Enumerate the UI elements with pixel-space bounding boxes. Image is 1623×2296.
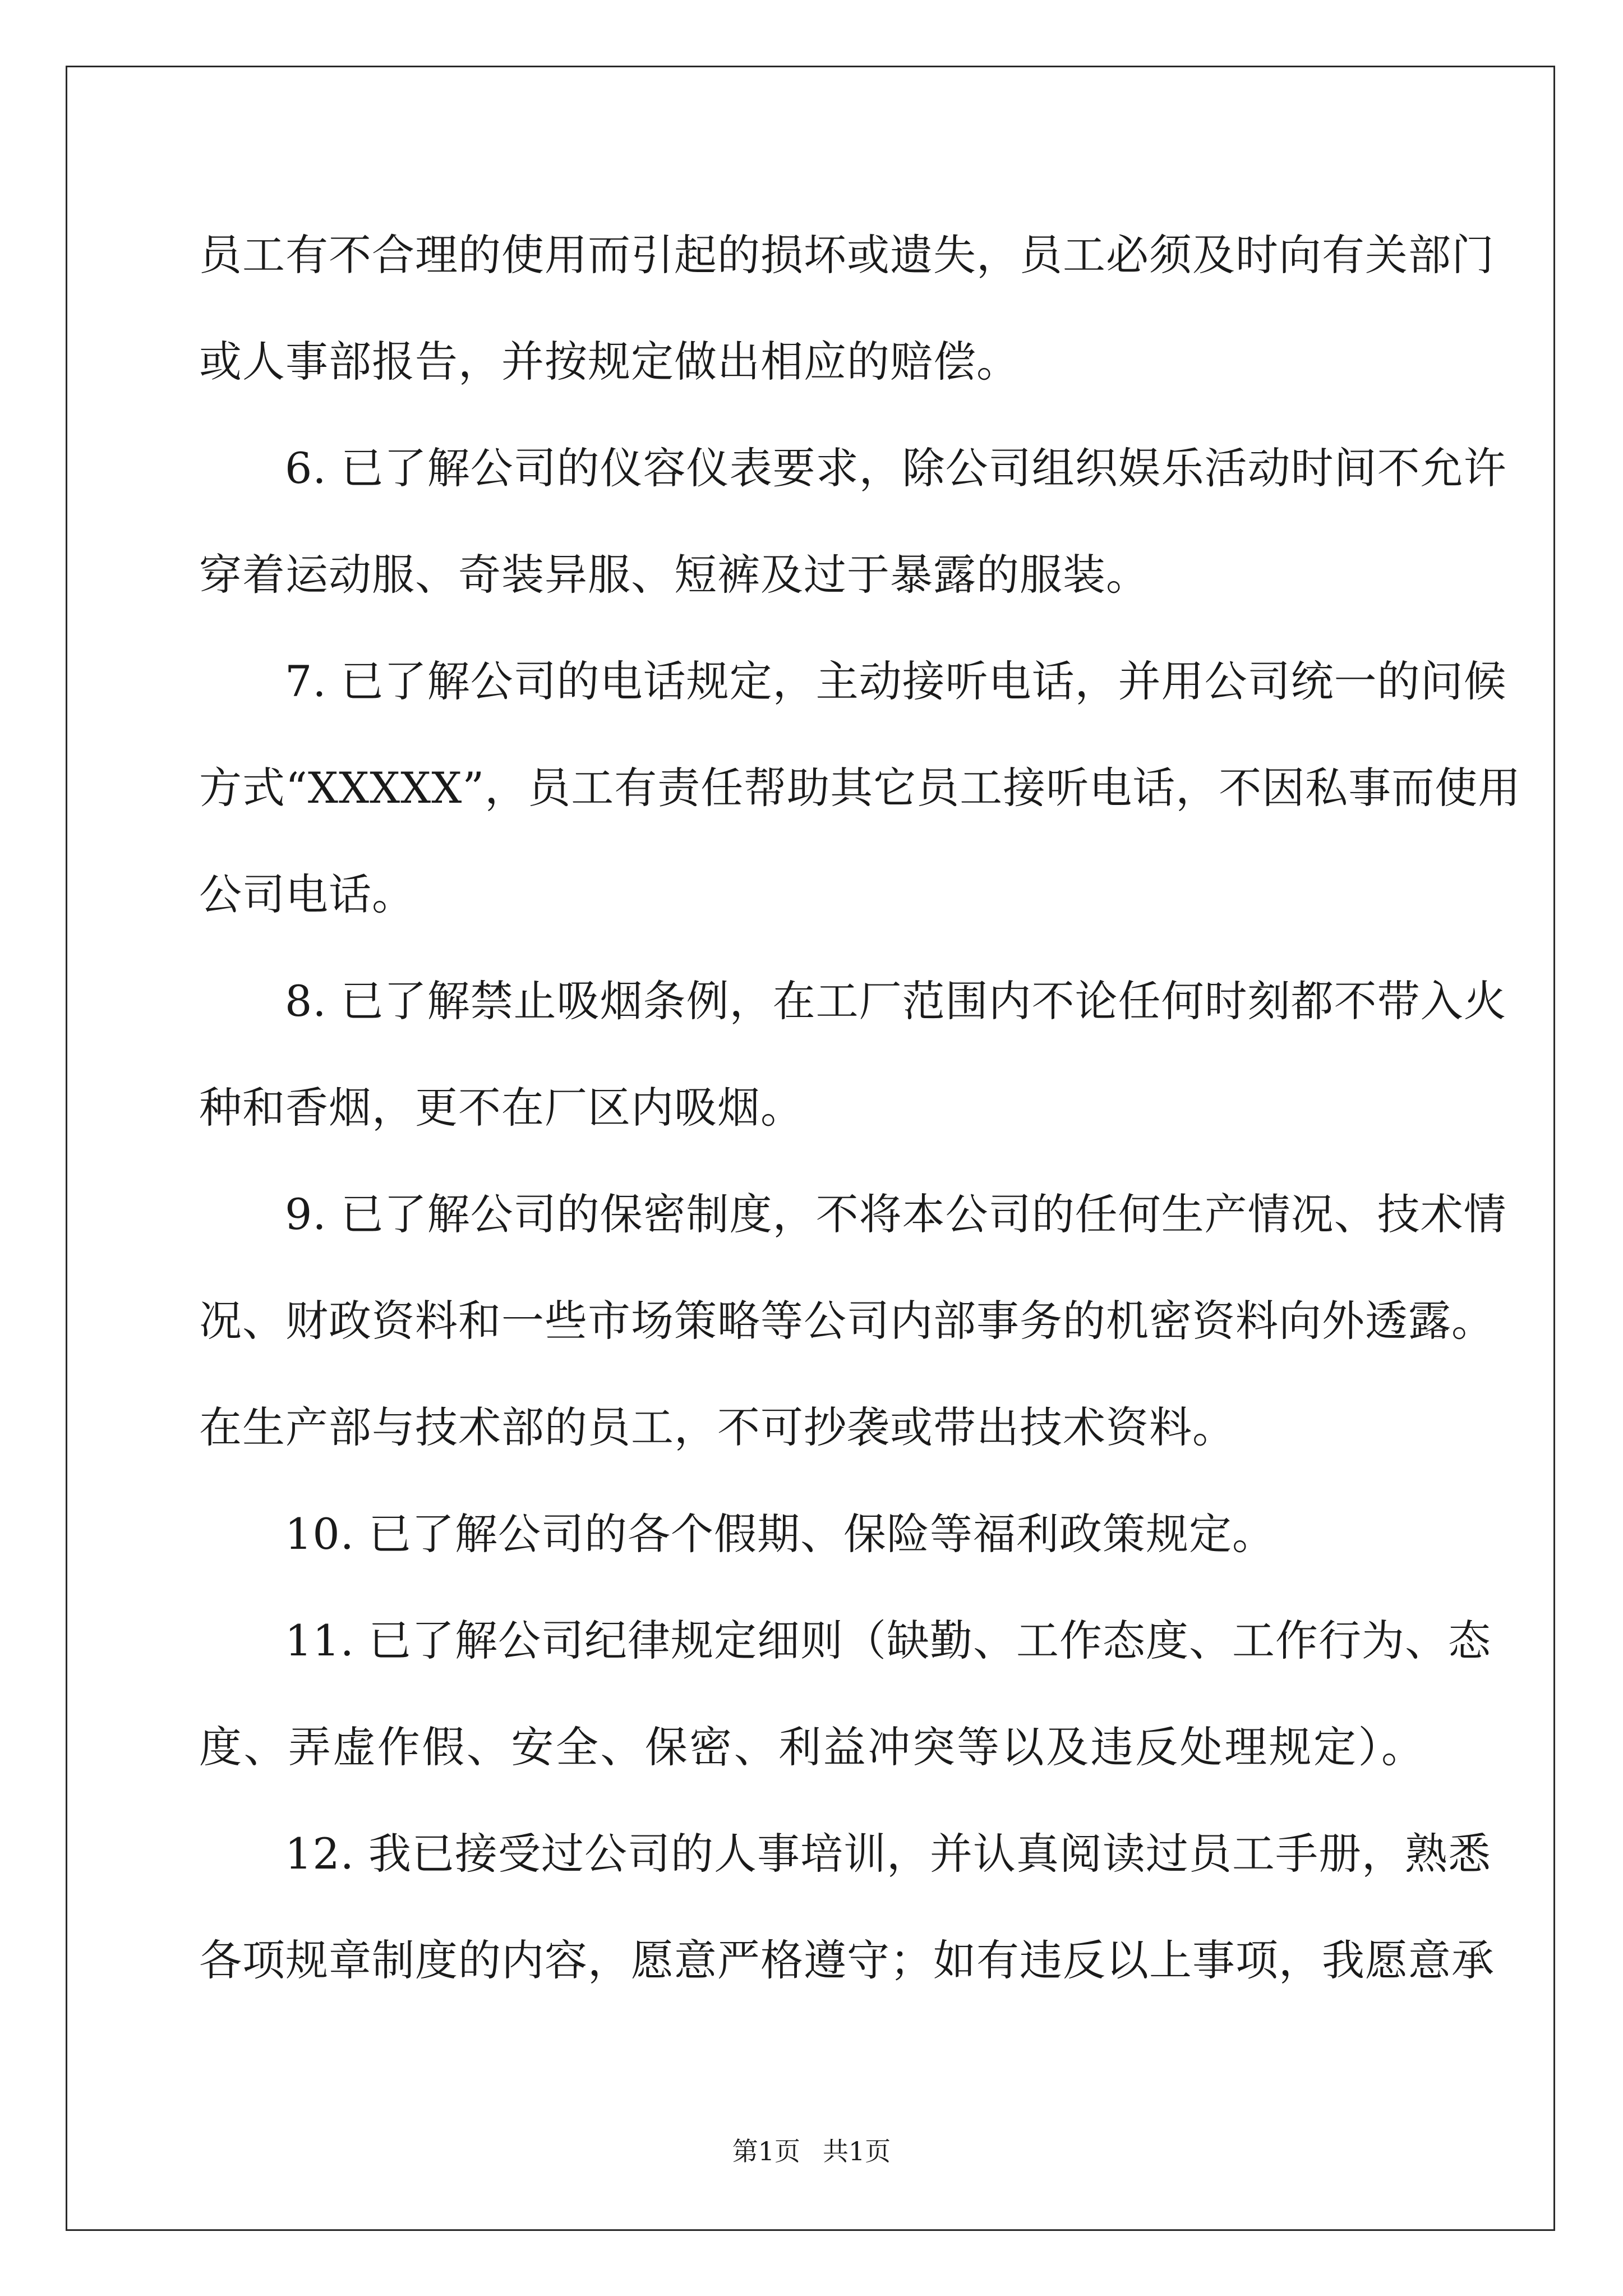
text-line: 各项规章制度的内容，愿意严格遵守；如有违反以上事项，我愿意承 — [199, 1935, 1495, 1985]
text-line: 穿着运动服、奇装异服、短裤及过于暴露的服装。 — [199, 550, 1149, 600]
page-total: 共1页 — [823, 2136, 891, 2166]
text-line: 10. 已了解公司的各个假期、保险等福利政策规定。 — [285, 1509, 1276, 1559]
text-line: 况、财政资料和一些市场策略等公司内部事务的机密资料向外透露。 — [199, 1296, 1495, 1346]
text-line: 员工有不合理的使用而引起的损坏或遗失，员工必须及时向有关部门 — [199, 230, 1495, 280]
text-line: 方式“XXXXX”，员工有责任帮助其它员工接听电话，不因私事而使用 — [199, 763, 1521, 813]
text-line: 公司电话。 — [199, 869, 415, 919]
text-line: 度、弄虚作假、安全、保密、利益冲突等以及违反处理规定）。 — [199, 1722, 1424, 1772]
text-line: 12. 我已接受过公司的人事培训，并认真阅读过员工手册，熟悉 — [285, 1829, 1492, 1879]
text-line: 8. 已了解禁止吸烟条例，在工厂范围内不论任何时刻都不带入火 — [285, 976, 1507, 1026]
page-number: 第1页 — [732, 2136, 800, 2166]
text-line: 或人事部报告，并按规定做出相应的赔偿。 — [199, 337, 1020, 386]
document-body — [199, 202, 1521, 2014]
text-line: 11. 已了解公司纪律规定细则（缺勤、工作态度、工作行为、态 — [285, 1616, 1492, 1665]
text-line: 7. 已了解公司的电话规定，主动接听电话，并用公司统一的问候 — [285, 656, 1507, 706]
text-line: 6. 已了解公司的仪容仪表要求，除公司组织娱乐活动时间不允许 — [285, 443, 1507, 493]
page-footer — [0, 2134, 1623, 2168]
text-line: 在生产部与技术部的员工，不可抄袭或带出技术资料。 — [199, 1402, 1235, 1452]
text-line: 种和香烟，更不在厂区内吸烟。 — [199, 1083, 804, 1133]
text-line: 9. 已了解公司的保密制度，不将本公司的任何生产情况、技术情 — [285, 1189, 1507, 1239]
